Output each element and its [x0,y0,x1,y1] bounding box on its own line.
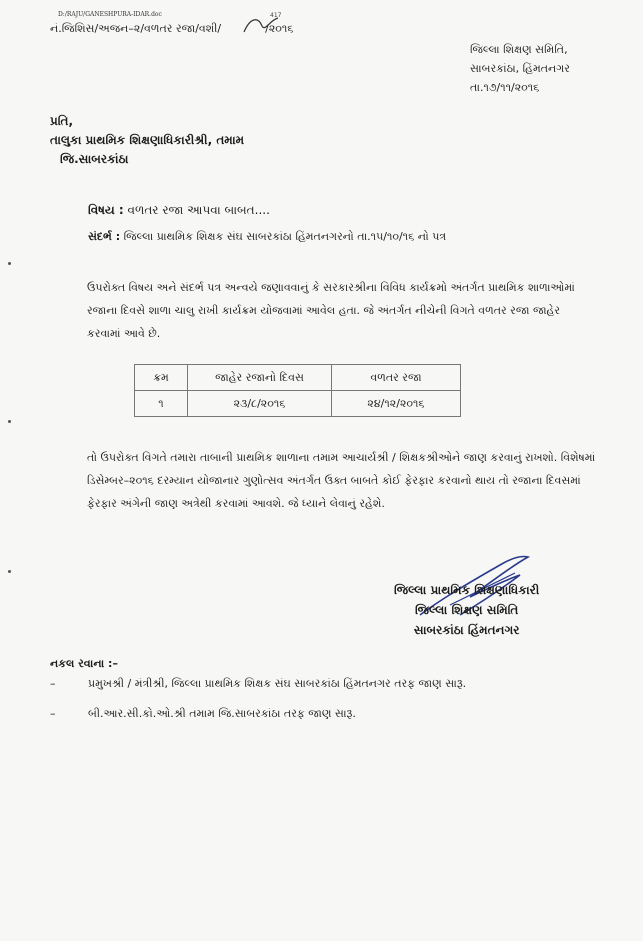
table-row [135,391,461,417]
copy-to-item [50,677,466,691]
copy-to-text: પ્રમુખશ્રી / મંત્રીશ્રી, જિલ્લા પ્રાથમિક શિક્ષક સંઘ સાબરકાંઠા હિંમતનગર તરફ જાણ સારૂ. [88,677,467,690]
file-path-label: D:/RAJU/GANESHPURA-IDAR.doc [58,11,162,18]
issuing-office [470,40,570,97]
table-cell: ૧ [135,391,188,417]
office-line-1: જિલ્લા શિક્ષણ સમિતિ, [470,43,568,56]
signatory-block [394,580,539,640]
table-header-row [135,365,461,391]
table-header-cell: ક્રમ [135,365,188,391]
letter-date: તા.૧૭/૧૧/૨૦૧૬ [470,81,540,94]
copy-dash: – [50,707,56,720]
scan-speck [8,262,11,265]
copy-dash: – [50,677,56,690]
copy-to-heading: નકલ રવાના :– [50,657,118,670]
holiday-table [134,364,461,417]
recipient-block [50,112,244,169]
subject-line [88,203,270,218]
reference-label: સંદર્ભ : [88,230,121,243]
recipient-district: જિ.સાબરકાંઠા [60,152,129,166]
table-cell: ૨૩/૮/૨૦૧૬ [188,391,332,417]
inward-number: 417 [270,12,282,19]
subject-label: વિષય : [88,203,124,217]
reference-text: જિલ્લા પ્રાથમિક શિક્ષક સંઘ સાબરકાંઠા હિંમતનગરનો તા.૧૫/૧૦/૧૬ નો પત્ર [120,230,447,243]
reference-line [88,230,446,244]
handwritten-number-mark [240,12,282,38]
table-cell: ૨૪/૧૨/૨૦૧૬ [332,391,461,417]
signatory-line-2: જિલ્લા શિક્ષણ સમિતિ [414,603,519,617]
table-header-cell: વળતર રજા [332,365,461,391]
body-paragraph-1: ઉપરોક્ત વિષય અને સંદર્ભ પત્ર અન્વયે જણાવવાનું કે સરકારશ્રીના વિવિધ કાર્યક્રમો અંતર્ગત પ્રાથમિક શાળાઓમાં રજાના દિવસે શાળા ચાલુ રાખી કાર્યક્રમ યોજવામાં આવેલ હતા. જે અંતર્ગત નીચેની વિગતે વળતર રજા જાહેર કરવામાં આવે છે. [87,281,575,340]
recipient-designation: તાલુકા પ્રાથમિક શિક્ષણાધિકારીશ્રી, તમામ [50,133,245,147]
office-line-2: સાબરકાંઠા, હિંમતનગર [470,62,570,75]
signatory-line-3: સાબરકાંઠા હિંમતનગર [413,623,520,637]
body-paragraph-2: તો ઉપરોક્ત વિગતે તમારા તાબાની પ્રાથમિક શાળાના તમામ આચાર્યશ્રી / શિક્ષકશ્રીઓને જાણ કરવાનું રાખશો. વિશેષમાં ડિસેમ્બર–૨૦૧૬ દરમ્યાન યોજાનાર ગુણોત્સવ અંતર્ગત ઉક્ત બાબતે કોઈ ફેરફાર કરવાનો થાય તો રજાના દિવસમાં ફેરફાર અંગેની જાણ અત્રેથી કરવામાં આવશે. જે ધ્યાને લેવાનું રહેશે. [87,451,596,510]
reference-number-suffix: /૨૦૧૬ [265,22,294,35]
copy-to-text: બી.આર.સી.કો.ઓ.શ્રી તમામ જિ.સાબરકાંઠા તરફ જાણ સારૂ. [88,707,356,720]
copy-to-item [50,707,356,721]
table-header-cell: જાહેર રજાનો દિવસ [188,365,332,391]
signatory-line-1: જિલ્લા પ્રાથમિક શિક્ષણાધિકારી [394,583,540,597]
subject-text: વળતર રજા આપવા બાબત.... [123,203,270,217]
scan-speck [8,420,11,423]
recipient-prefix: પ્રતિ, [50,114,74,128]
reference-number-prefix: નં.જિશિસ/અજન–૨/વળતર રજા/વશી/ [50,22,222,35]
scan-speck [8,570,11,573]
